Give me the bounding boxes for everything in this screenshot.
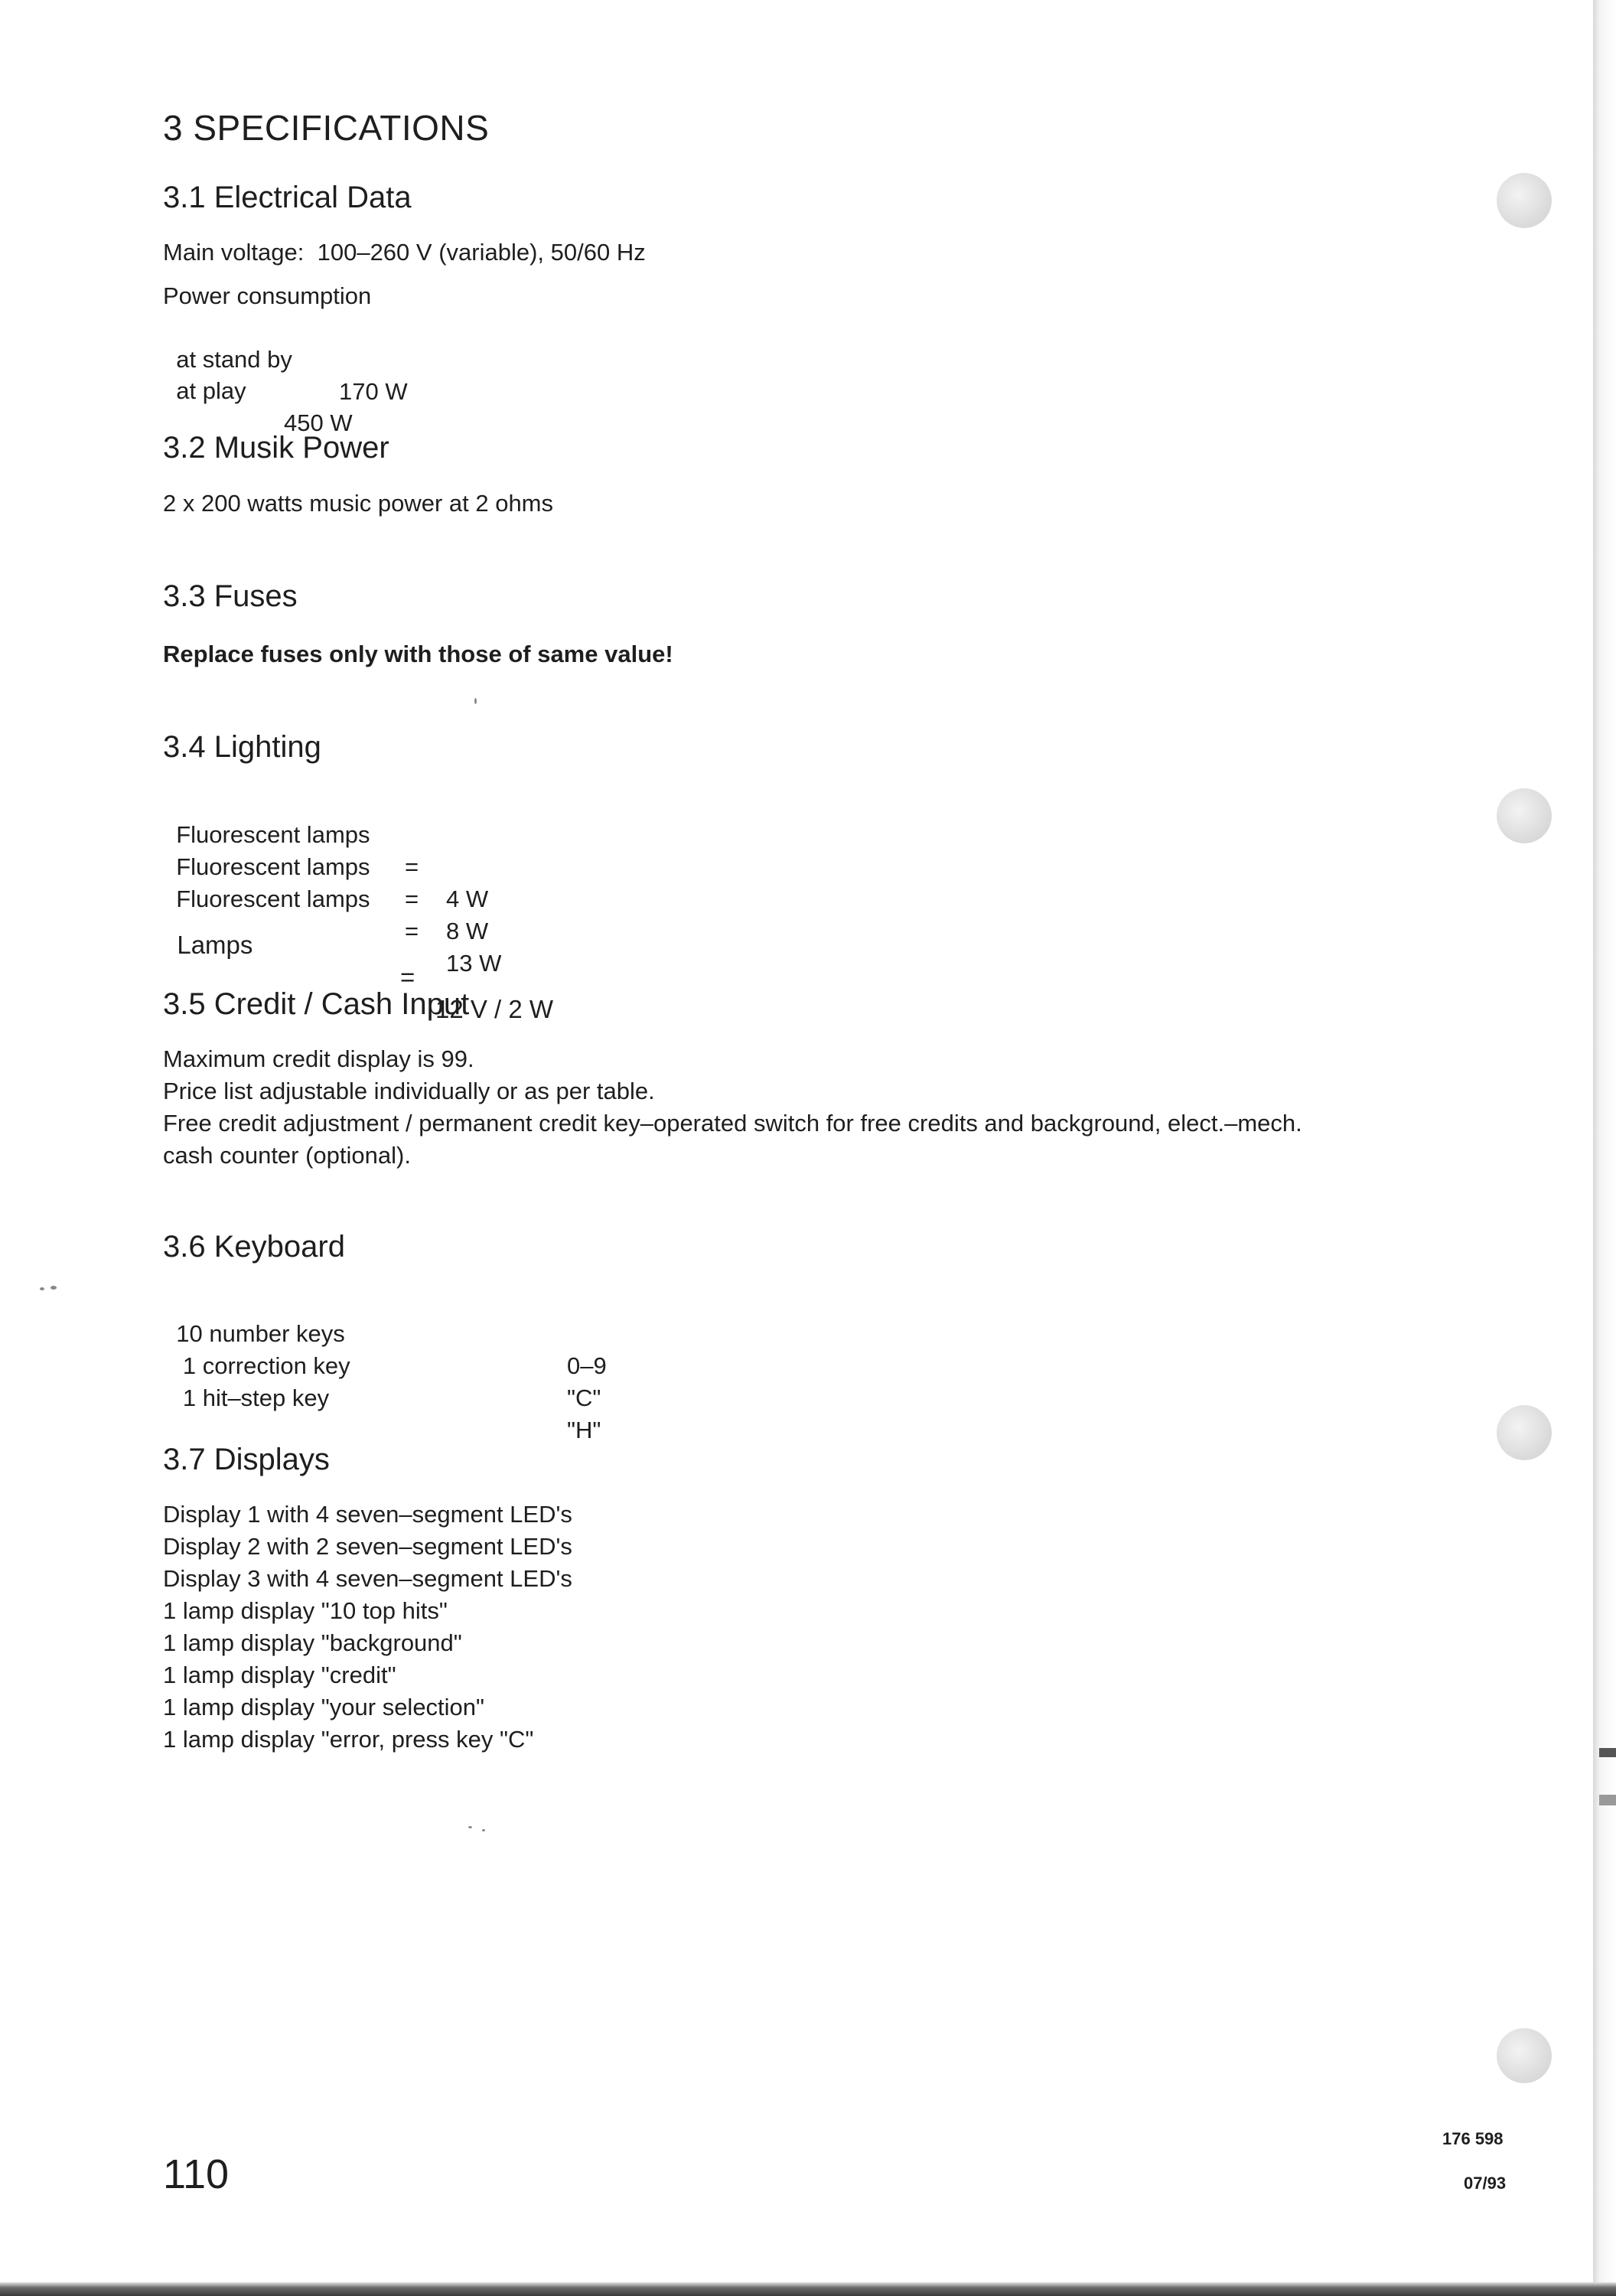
- lighting-equals: =: [405, 918, 419, 944]
- display-line: 1 lamp display "10 top hits": [163, 1597, 448, 1624]
- standby-label: at stand by: [176, 346, 292, 373]
- lighting-value: 8 W: [446, 918, 489, 944]
- lighting-label: Fluorescent lamps: [176, 821, 370, 848]
- scan-speck: [50, 1286, 57, 1290]
- credit-text-line: Maximum credit display is 99.: [163, 1045, 474, 1072]
- lighting-equals: =: [400, 963, 415, 991]
- page-edge-shadow: [1593, 0, 1616, 2296]
- keyboard-key-value: "H": [567, 1417, 601, 1443]
- keyboard-key-label: 1 hit–step key: [176, 1384, 330, 1411]
- lighting-label: Fluorescent lamps: [176, 853, 370, 880]
- punch-hole: [1497, 173, 1552, 228]
- play-value: 450 W: [284, 409, 353, 436]
- display-line: Display 3 with 4 seven–segment LED's: [163, 1565, 572, 1592]
- section-heading-credit-cash-input: 3.5 Credit / Cash Input: [163, 987, 470, 1021]
- keyboard-key-value: "C": [567, 1384, 601, 1411]
- credit-text-line: Price list adjustable individually or as per table.: [163, 1078, 655, 1104]
- edge-mark: [1599, 1795, 1616, 1805]
- scan-speck: [468, 1826, 472, 1828]
- lighting-equals: =: [405, 853, 419, 880]
- standby-value: 170 W: [339, 378, 408, 405]
- credit-text-line: Free credit adjustment / permanent credit key–operated switch for free credits and background, elect.–mech.: [163, 1110, 1302, 1137]
- section-heading-electrical-data: 3.1 Electrical Data: [163, 181, 412, 214]
- lighting-value: 13 W: [446, 950, 502, 977]
- punch-hole: [1497, 2028, 1552, 2083]
- section-heading-fuses: 3.3 Fuses: [163, 579, 298, 613]
- page-title: 3 SPECIFICATIONS: [163, 108, 490, 148]
- lighting-value: 12 V / 2 W: [435, 995, 554, 1023]
- section-heading-lighting: 3.4 Lighting: [163, 730, 321, 764]
- punch-hole: [1497, 788, 1552, 843]
- section-heading-keyboard: 3.6 Keyboard: [163, 1230, 345, 1264]
- scan-speck: [474, 698, 477, 704]
- keyboard-key-label: 10 number keys: [176, 1320, 345, 1347]
- lighting-label: Fluorescent lamps: [176, 885, 370, 912]
- section-heading-displays: 3.7 Displays: [163, 1443, 330, 1476]
- punch-hole: [1497, 1405, 1552, 1460]
- display-line: Display 2 with 2 seven–segment LED's: [163, 1533, 572, 1560]
- lighting-equals: =: [405, 885, 419, 912]
- edge-mark: [1599, 1748, 1616, 1757]
- page-number: 110: [163, 2151, 230, 2197]
- play-label: at play: [176, 377, 246, 404]
- fuse-warning: Replace fuses only with those of same value!: [163, 641, 673, 667]
- credit-text-line: cash counter (optional).: [163, 1142, 411, 1169]
- display-line: 1 lamp display "error, press key "C": [163, 1726, 534, 1753]
- keyboard-key-label: 1 correction key: [176, 1352, 350, 1379]
- scan-bottom-edge: [0, 2282, 1616, 2296]
- keyboard-key-value: 0–9: [567, 1352, 607, 1379]
- display-line: 1 lamp display "credit": [163, 1662, 396, 1688]
- music-power-text: 2 x 200 watts music power at 2 ohms: [163, 490, 554, 517]
- play-row: [163, 343, 353, 439]
- display-line: 1 lamp display "your selection": [163, 1694, 485, 1720]
- lighting-value: 4 W: [446, 885, 489, 912]
- section-heading-music-power: 3.2 Musik Power: [163, 431, 389, 465]
- document-date: 07/93: [1464, 2174, 1507, 2193]
- scan-speck: [40, 1287, 44, 1290]
- display-line: Display 1 with 4 seven–segment LED's: [163, 1501, 572, 1528]
- main-voltage-text: Main voltage: 100–260 V (variable), 50/60 Hz: [163, 239, 646, 266]
- power-consumption-label: Power consumption: [163, 282, 372, 309]
- display-line: 1 lamp display "background": [163, 1629, 462, 1656]
- lighting-label: Lamps: [177, 931, 253, 959]
- document-number: 176 598: [1442, 2129, 1504, 2148]
- scan-speck: [482, 1829, 485, 1831]
